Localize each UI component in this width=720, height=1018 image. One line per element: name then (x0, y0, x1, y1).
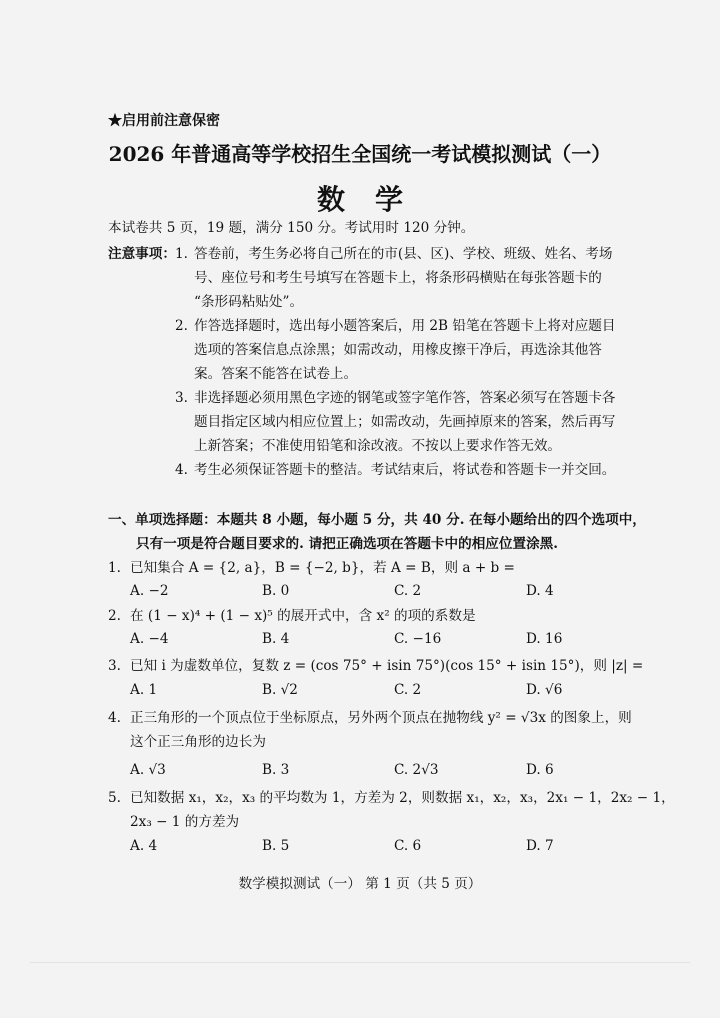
option-b: B. 0 (262, 583, 290, 599)
question-number: 2. (108, 608, 121, 624)
confidential-label: ★启用前注意保密 (108, 113, 220, 129)
question-stem: 正三角形的一个顶点位于坐标原点，另外两个顶点在抛物线 y² = √3x 的图象上，则 (130, 710, 632, 726)
option-d: D. 6 (526, 762, 554, 778)
exam-title: 2026 年普通高等学校招生全国统一考试模拟测试（一） (108, 142, 612, 166)
question-stem: 在 (1 − x)⁴ + (1 − x)⁵ 的展开式中，含 x² 的项的系数是 (130, 608, 476, 624)
option-a: A. 4 (130, 838, 158, 854)
option-d: D. √6 (526, 682, 563, 698)
question-stem: 已知集合 A = {2, a}，B = {−2, b}，若 A = B，则 a + b = (130, 560, 515, 576)
option-c: C. 2 (394, 682, 422, 698)
option-d: D. 4 (526, 583, 554, 599)
option-d: D. 7 (526, 838, 554, 854)
note-number: 1. (175, 246, 188, 262)
option-b: B. 3 (262, 762, 290, 778)
note-line: 案。答案不能答在试卷上。 (194, 366, 358, 382)
question-number: 1. (108, 560, 121, 576)
question-stem: 2x₃ − 1 的方差为 (130, 814, 240, 830)
note-line: 题目指定区域内相应位置上；如需改动，先画掉原来的答案，然后再写 (194, 414, 616, 430)
question-stem: 已知数据 x₁，x₂，x₃ 的平均数为 1，方差为 2，则数据 x₁，x₂，x₃，2x₁ − 1，2x₂ − 1， (130, 790, 675, 806)
option-c: C. 2√3 (394, 762, 439, 778)
note-line: 作答选择题时，选出每小题答案后，用 2B 铅笔在答题卡上将对应题目 (194, 318, 616, 334)
option-c: C. −16 (394, 631, 442, 647)
option-a: A. √3 (130, 762, 166, 778)
subject-title: 数学 (316, 183, 433, 216)
option-a: A. −2 (130, 583, 169, 599)
option-b: B. √2 (262, 682, 298, 698)
note-line: 上新答案；不准使用铅笔和涂改液。不按以上要求作答无效。 (194, 438, 562, 454)
option-c: C. 6 (394, 838, 422, 854)
option-b: B. 5 (262, 838, 290, 854)
note-line: 答卷前，考生务必将自己所在的市(县、区)、学校、班级、姓名、考场 (194, 246, 613, 262)
option-a: A. −4 (130, 631, 169, 647)
notes-label: 注意事项： (108, 246, 176, 262)
option-b: B. 4 (262, 631, 290, 647)
note-line: 号、座位号和考生号填写在答题卡上，将条形码横贴在每张答题卡的 (194, 270, 602, 286)
option-d: D. 16 (526, 631, 563, 647)
page-divider (30, 962, 690, 963)
question-number: 4. (108, 710, 121, 726)
option-a: A. 1 (130, 682, 158, 698)
section-heading: 一、单项选择题：本题共 8 小题，每小题 5 分，共 40 分. 在每小题给出的四个选项中， (108, 512, 646, 528)
section-heading-cont: 只有一项是符合题目要求的. 请把正确选项在答题卡中的相应位置涂黑. (136, 536, 559, 552)
note-line: 选项的答案信息点涂黑；如需改动，用橡皮擦干净后，再选涂其他答 (194, 342, 602, 358)
note-line: 非选择题必须用黑色字迹的钢笔或签字笔作答，答案必须写在答题卡各 (194, 390, 616, 406)
note-line: “条形码粘贴处”。 (194, 294, 304, 310)
note-number: 4. (175, 462, 188, 478)
exam-intro: 本试卷共 5 页，19 题，满分 150 分。考试用时 120 分钟。 (108, 220, 475, 236)
question-stem: 已知 i 为虚数单位，复数 z = (cos 75° + isin 75°)(cos 15° + isin 15°)，则 |z| = (130, 658, 644, 674)
page-footer: 数学模拟测试（一） 第 1 页（共 5 页） (238, 876, 482, 892)
option-c: C. 2 (394, 583, 422, 599)
note-line: 考生必须保证答题卡的整洁。考试结束后，将试卷和答题卡一并交回。 (194, 462, 616, 478)
question-number: 5. (108, 790, 121, 806)
note-number: 2. (175, 318, 188, 334)
question-number: 3. (108, 658, 121, 674)
question-stem: 这个正三角形的边长为 (130, 734, 266, 750)
note-number: 3. (175, 390, 188, 406)
